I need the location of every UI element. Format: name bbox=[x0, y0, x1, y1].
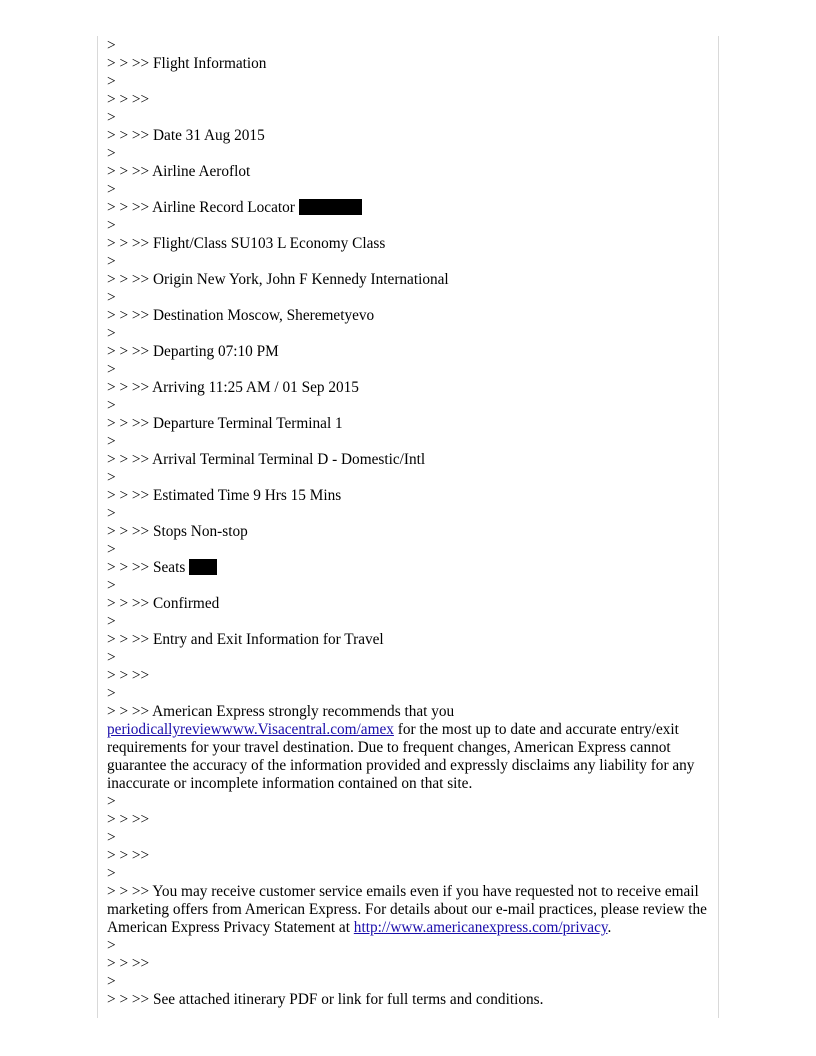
airline-line: > > >> Airline Aeroflot bbox=[107, 163, 251, 180]
confirmed-line: > > >> Confirmed bbox=[107, 595, 220, 612]
quote-marker: > bbox=[107, 829, 116, 846]
quote-marker: > bbox=[107, 685, 116, 702]
quote-marker: > bbox=[107, 37, 116, 54]
flight-info-heading: > > >> Flight Information bbox=[107, 55, 267, 72]
record-locator-label: > > >> Airline Record Locator bbox=[107, 199, 295, 216]
origin-line: > > >> Origin New York, John F Kennedy International bbox=[107, 271, 449, 288]
quote-marker: > bbox=[107, 793, 116, 810]
quote-marker: > bbox=[107, 397, 116, 414]
entry-exit-heading: > > >> Entry and Exit Information for Travel bbox=[107, 631, 384, 648]
quote-marker: > bbox=[107, 613, 116, 630]
record-locator-redaction bbox=[299, 199, 362, 215]
arrival-terminal-line: > > >> Arrival Terminal Terminal D - Domestic/Intl bbox=[107, 451, 426, 468]
seats-label: > > >> Seats bbox=[107, 559, 186, 576]
seats-redaction bbox=[189, 559, 217, 575]
seats-line bbox=[107, 559, 710, 577]
privacy-link[interactable]: http://www.americanexpress.com/privacy bbox=[353, 919, 608, 936]
quote-marker: > bbox=[107, 541, 116, 558]
departure-terminal-line: > > >> Departure Terminal Terminal 1 bbox=[107, 415, 343, 432]
estimated-time-line: > > >> Estimated Time 9 Hrs 15 Mins bbox=[107, 487, 342, 504]
quote-marker: > bbox=[107, 469, 116, 486]
attached-itinerary-line: > > >> See attached itinerary PDF or link for full terms and conditions. bbox=[107, 991, 544, 1008]
recommendation-paragraph bbox=[107, 703, 710, 793]
quote-marker: > bbox=[107, 649, 116, 666]
quote-marker: > bbox=[107, 289, 116, 306]
quote-marker: > bbox=[107, 865, 116, 882]
blank-quote-line: > > >> bbox=[107, 847, 150, 864]
blank-quote-line: > > >> bbox=[107, 667, 150, 684]
quote-marker: > bbox=[107, 505, 116, 522]
quote-marker: > bbox=[107, 181, 116, 198]
departing-line: > > >> Departing 07:10 PM bbox=[107, 343, 279, 360]
service-email-paragraph bbox=[107, 883, 710, 937]
blank-quote-line: > > >> bbox=[107, 955, 150, 972]
quote-marker: > bbox=[107, 217, 116, 234]
service-email-text: > > >> You may receive customer service emails even if you have requested not to receive email marketing offers from American Express. For details about our e-mail practices, please review the American Express Privacy Statement at bbox=[107, 883, 710, 936]
visacentral-link[interactable]: periodicallyreviewwww.Visacentral.com/amex bbox=[107, 721, 394, 738]
blank-quote-line: > > >> bbox=[107, 811, 150, 828]
destination-line: > > >> Destination Moscow, Sheremetyevo bbox=[107, 307, 375, 324]
quote-marker: > bbox=[107, 145, 116, 162]
quote-marker: > bbox=[107, 937, 116, 954]
recommendation-text: for the most up to date and accurate entry/exit requirements for your travel destination. Due to frequent changes, American Express cannot guarantee the accuracy of the information provided and expressly disclaims any liability for any inaccurate or incomplete information contained on that site. bbox=[107, 721, 699, 792]
quote-marker: > bbox=[107, 973, 116, 990]
stops-line: > > >> Stops Non-stop bbox=[107, 523, 248, 540]
date-line: > > >> Date 31 Aug 2015 bbox=[107, 127, 265, 144]
record-locator-line bbox=[107, 199, 710, 217]
quote-marker: > bbox=[107, 325, 116, 342]
arriving-line: > > >> Arriving 11:25 AM / 01 Sep 2015 bbox=[107, 379, 359, 396]
quote-marker: > bbox=[107, 361, 116, 378]
email-body bbox=[107, 37, 710, 1009]
flight-class-line: > > >> Flight/Class SU103 L Economy Class bbox=[107, 235, 386, 252]
quote-marker: > bbox=[107, 433, 116, 450]
quote-marker: > bbox=[107, 73, 116, 90]
recommendation-intro: > > >> American Express strongly recommends that you bbox=[107, 703, 458, 720]
service-email-end: . bbox=[607, 919, 612, 936]
quote-marker: > bbox=[107, 577, 116, 594]
quote-marker: > bbox=[107, 253, 116, 270]
blank-quote-line: > > >> bbox=[107, 91, 150, 108]
quote-marker: > bbox=[107, 109, 116, 126]
